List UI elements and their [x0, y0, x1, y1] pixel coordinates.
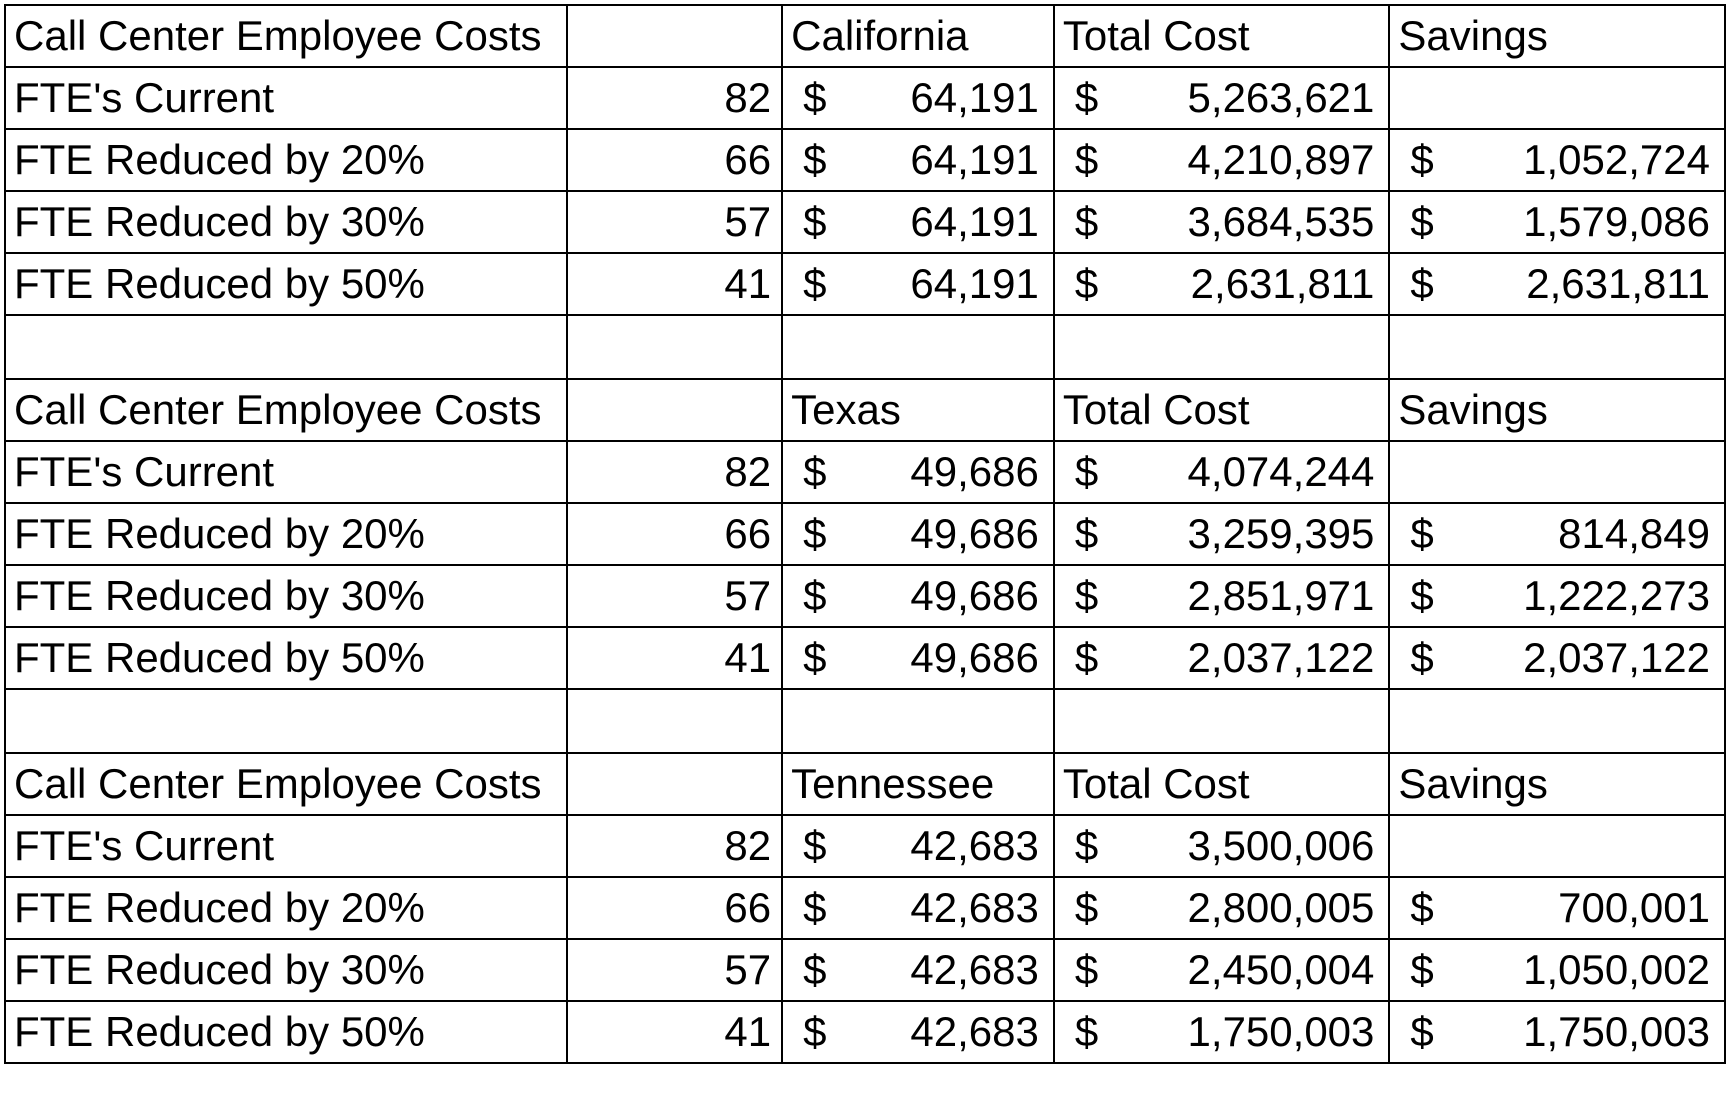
currency-value	[783, 878, 1053, 938]
currency-symbol: $	[803, 198, 827, 245]
row-label-cell[interactable]: FTE Reduced by 30%	[5, 939, 567, 1001]
total-cost-cell[interactable]	[1054, 129, 1390, 191]
empty-cell[interactable]	[567, 379, 782, 441]
blank-row	[5, 315, 1725, 379]
currency-value	[1055, 816, 1389, 876]
table-row	[5, 503, 1725, 565]
currency-symbol: $	[1410, 884, 1434, 931]
row-label-cell[interactable]: FTE Reduced by 30%	[5, 191, 567, 253]
amount: 64,191	[910, 198, 1039, 245]
unit-cost-cell[interactable]	[782, 67, 1054, 129]
unit-cost-cell[interactable]	[782, 441, 1054, 503]
table-row	[5, 815, 1725, 877]
currency-symbol: $	[803, 634, 827, 681]
currency-value	[1055, 628, 1389, 688]
currency-symbol: $	[1410, 1008, 1434, 1055]
currency-value	[1390, 130, 1724, 190]
fte-count-cell[interactable]: 41	[567, 1001, 782, 1063]
cost-table	[4, 4, 1726, 1064]
total-cost-cell[interactable]	[1054, 191, 1390, 253]
fte-count-cell[interactable]: 57	[567, 939, 782, 1001]
amount: 42,683	[910, 884, 1039, 931]
section-title-cell[interactable]: Call Center Employee Costs	[5, 379, 567, 441]
amount: 2,450,004	[1187, 946, 1375, 993]
currency-symbol: $	[803, 510, 827, 557]
empty-cell[interactable]	[1054, 315, 1390, 379]
amount: 49,686	[910, 448, 1039, 495]
amount: 4,210,897	[1187, 136, 1375, 183]
currency-value	[1055, 940, 1389, 1000]
currency-value	[1055, 192, 1389, 252]
amount: 2,037,122	[1523, 634, 1710, 681]
row-label-cell[interactable]: FTE Reduced by 50%	[5, 627, 567, 689]
savings-cell[interactable]	[1389, 253, 1725, 315]
currency-value	[783, 566, 1053, 626]
currency-value	[1390, 628, 1724, 688]
currency-value	[1055, 442, 1389, 502]
amount: 4,074,244	[1187, 448, 1375, 495]
amount: 1,750,003	[1523, 1008, 1710, 1055]
amount: 814,849	[1558, 510, 1710, 557]
currency-symbol: $	[803, 74, 827, 121]
savings-cell[interactable]	[1389, 503, 1725, 565]
currency-symbol: $	[803, 260, 827, 307]
currency-value	[783, 628, 1053, 688]
unit-cost-cell[interactable]	[782, 1001, 1054, 1063]
table-row	[5, 1001, 1725, 1063]
currency-symbol: $	[1074, 136, 1099, 183]
total-cost-cell[interactable]	[1054, 67, 1390, 129]
empty-cell[interactable]	[5, 315, 567, 379]
total-cost-cell[interactable]	[1054, 939, 1390, 1001]
amount: 1,579,086	[1523, 198, 1710, 245]
amount: 1,222,273	[1523, 572, 1710, 619]
fte-count-cell[interactable]: 57	[567, 565, 782, 627]
amount: 49,686	[910, 510, 1039, 557]
fte-count-cell[interactable]: 41	[567, 627, 782, 689]
currency-symbol: $	[1074, 260, 1099, 307]
table-row	[5, 441, 1725, 503]
currency-symbol: $	[1074, 884, 1099, 931]
amount: 5,263,621	[1187, 74, 1375, 121]
blank-row	[5, 689, 1725, 753]
table-row	[5, 67, 1725, 129]
unit-cost-cell[interactable]	[782, 939, 1054, 1001]
currency-symbol: $	[1074, 510, 1099, 557]
amount: 42,683	[910, 1008, 1039, 1055]
currency-value	[1390, 504, 1724, 564]
currency-symbol: $	[803, 946, 827, 993]
row-label-cell[interactable]: FTE Reduced by 20%	[5, 877, 567, 939]
savings-header-cell[interactable]: Savings	[1389, 5, 1725, 67]
amount: 64,191	[910, 136, 1039, 183]
fte-count-cell[interactable]: 82	[567, 441, 782, 503]
total-cost-cell[interactable]	[1054, 1001, 1390, 1063]
empty-cell[interactable]	[5, 689, 567, 753]
currency-symbol: $	[1074, 198, 1099, 245]
amount: 2,631,811	[1190, 260, 1375, 307]
empty-cell[interactable]	[567, 5, 782, 67]
currency-value	[783, 1002, 1053, 1062]
currency-value	[783, 254, 1053, 314]
fte-count-cell[interactable]: 82	[567, 815, 782, 877]
currency-symbol: $	[1074, 572, 1099, 619]
empty-cell[interactable]	[567, 689, 782, 753]
amount: 1,750,003	[1187, 1008, 1375, 1055]
table-row	[5, 191, 1725, 253]
amount: 42,683	[910, 946, 1039, 993]
currency-symbol: $	[1410, 634, 1434, 681]
currency-symbol: $	[1410, 510, 1434, 557]
currency-value	[1055, 566, 1389, 626]
unit-cost-cell[interactable]	[782, 877, 1054, 939]
total-cost-cell[interactable]	[1054, 877, 1390, 939]
total-cost-cell[interactable]	[1054, 253, 1390, 315]
amount: 3,259,395	[1187, 510, 1375, 557]
currency-symbol: $	[1410, 198, 1434, 245]
currency-value	[783, 442, 1053, 502]
row-label-cell[interactable]: FTE Reduced by 20%	[5, 129, 567, 191]
savings-cell[interactable]	[1389, 565, 1725, 627]
currency-symbol: $	[1074, 822, 1099, 869]
cost-table-body	[5, 5, 1725, 1063]
currency-symbol: $	[1410, 260, 1434, 307]
unit-cost-cell[interactable]	[782, 253, 1054, 315]
currency-value	[783, 68, 1053, 128]
currency-value	[1390, 1002, 1724, 1062]
section-header-row	[5, 379, 1725, 441]
row-label-cell[interactable]: FTE Reduced by 50%	[5, 253, 567, 315]
savings-cell[interactable]	[1389, 67, 1725, 129]
state-header-cell[interactable]: California	[782, 5, 1054, 67]
amount: 700,001	[1558, 884, 1710, 931]
section-title-cell[interactable]: Call Center Employee Costs	[5, 5, 567, 67]
currency-symbol: $	[1074, 946, 1099, 993]
currency-value	[1055, 1002, 1389, 1062]
currency-symbol: $	[803, 448, 827, 495]
section-title-cell[interactable]: Call Center Employee Costs	[5, 753, 567, 815]
currency-symbol: $	[1410, 136, 1434, 183]
unit-cost-cell[interactable]	[782, 565, 1054, 627]
savings-cell[interactable]	[1389, 129, 1725, 191]
row-label-cell[interactable]: FTE Reduced by 30%	[5, 565, 567, 627]
currency-value	[1390, 566, 1724, 626]
currency-symbol: $	[1074, 634, 1099, 681]
table-row	[5, 565, 1725, 627]
currency-symbol: $	[1074, 1008, 1099, 1055]
total-cost-cell[interactable]	[1054, 503, 1390, 565]
total-cost-header-cell[interactable]: Total Cost	[1054, 753, 1390, 815]
empty-cell[interactable]	[782, 315, 1054, 379]
amount: 1,050,002	[1523, 946, 1710, 993]
total-cost-cell[interactable]	[1054, 627, 1390, 689]
table-row	[5, 939, 1725, 1001]
fte-count-cell[interactable]: 57	[567, 191, 782, 253]
amount: 2,037,122	[1187, 634, 1375, 681]
amount: 2,851,971	[1187, 572, 1375, 619]
empty-cell[interactable]	[1054, 689, 1390, 753]
savings-cell[interactable]	[1389, 1001, 1725, 1063]
row-label-cell[interactable]: FTE Reduced by 20%	[5, 503, 567, 565]
amount: 49,686	[910, 634, 1039, 681]
row-label-cell[interactable]: FTE Reduced by 50%	[5, 1001, 567, 1063]
currency-value	[1390, 940, 1724, 1000]
currency-value	[1055, 504, 1389, 564]
row-label-cell[interactable]: FTE's Current	[5, 815, 567, 877]
currency-value	[1390, 254, 1724, 314]
unit-cost-cell[interactable]	[782, 815, 1054, 877]
empty-cell[interactable]	[1389, 689, 1725, 753]
section-header-row	[5, 753, 1725, 815]
unit-cost-cell[interactable]	[782, 191, 1054, 253]
currency-symbol: $	[803, 136, 827, 183]
unit-cost-cell[interactable]	[782, 627, 1054, 689]
currency-symbol: $	[803, 572, 827, 619]
total-cost-cell[interactable]	[1054, 441, 1390, 503]
unit-cost-cell[interactable]	[782, 129, 1054, 191]
empty-cell[interactable]	[782, 689, 1054, 753]
total-cost-header-cell[interactable]: Total Cost	[1054, 379, 1390, 441]
table-row	[5, 129, 1725, 191]
currency-value	[783, 816, 1053, 876]
savings-cell[interactable]	[1389, 191, 1725, 253]
fte-count-cell[interactable]: 66	[567, 129, 782, 191]
currency-value	[1390, 878, 1724, 938]
amount: 42,683	[910, 822, 1039, 869]
currency-symbol: $	[1410, 946, 1434, 993]
row-label-cell[interactable]: FTE's Current	[5, 441, 567, 503]
savings-header-cell[interactable]: Savings	[1389, 379, 1725, 441]
fte-count-cell[interactable]: 41	[567, 253, 782, 315]
table-row	[5, 253, 1725, 315]
savings-cell[interactable]	[1389, 815, 1725, 877]
empty-cell[interactable]	[1389, 315, 1725, 379]
amount: 3,500,006	[1187, 822, 1375, 869]
fte-count-cell[interactable]: 66	[567, 877, 782, 939]
currency-symbol: $	[1410, 572, 1434, 619]
currency-symbol: $	[803, 884, 827, 931]
total-cost-header-cell[interactable]: Total Cost	[1054, 5, 1390, 67]
amount: 64,191	[910, 74, 1039, 121]
amount: 2,800,005	[1187, 884, 1375, 931]
row-label-cell[interactable]: FTE's Current	[5, 67, 567, 129]
state-header-cell[interactable]: Tennessee	[782, 753, 1054, 815]
savings-cell[interactable]	[1389, 939, 1725, 1001]
fte-count-cell[interactable]: 82	[567, 67, 782, 129]
amount: 3,684,535	[1187, 198, 1375, 245]
currency-value	[1055, 878, 1389, 938]
currency-value	[1390, 192, 1724, 252]
total-cost-cell[interactable]	[1054, 815, 1390, 877]
amount: 1,052,724	[1523, 136, 1710, 183]
table-row	[5, 627, 1725, 689]
amount: 2,631,811	[1526, 260, 1710, 307]
currency-value	[1055, 68, 1389, 128]
currency-value	[1055, 130, 1389, 190]
table-row	[5, 877, 1725, 939]
fte-count-cell[interactable]: 66	[567, 503, 782, 565]
amount: 64,191	[910, 260, 1039, 307]
currency-symbol: $	[803, 822, 827, 869]
savings-cell[interactable]	[1389, 627, 1725, 689]
currency-value	[1055, 254, 1389, 314]
currency-value	[783, 192, 1053, 252]
empty-cell[interactable]	[567, 753, 782, 815]
amount: 49,686	[910, 572, 1039, 619]
currency-value	[783, 940, 1053, 1000]
section-header-row	[5, 5, 1725, 67]
currency-value	[783, 130, 1053, 190]
currency-symbol: $	[1074, 74, 1099, 121]
state-header-cell[interactable]: Texas	[782, 379, 1054, 441]
currency-symbol: $	[1074, 448, 1099, 495]
empty-cell[interactable]	[567, 315, 782, 379]
total-cost-cell[interactable]	[1054, 565, 1390, 627]
currency-value	[783, 504, 1053, 564]
savings-header-cell[interactable]: Savings	[1389, 753, 1725, 815]
currency-symbol: $	[803, 1008, 827, 1055]
savings-cell[interactable]	[1389, 877, 1725, 939]
unit-cost-cell[interactable]	[782, 503, 1054, 565]
savings-cell[interactable]	[1389, 441, 1725, 503]
